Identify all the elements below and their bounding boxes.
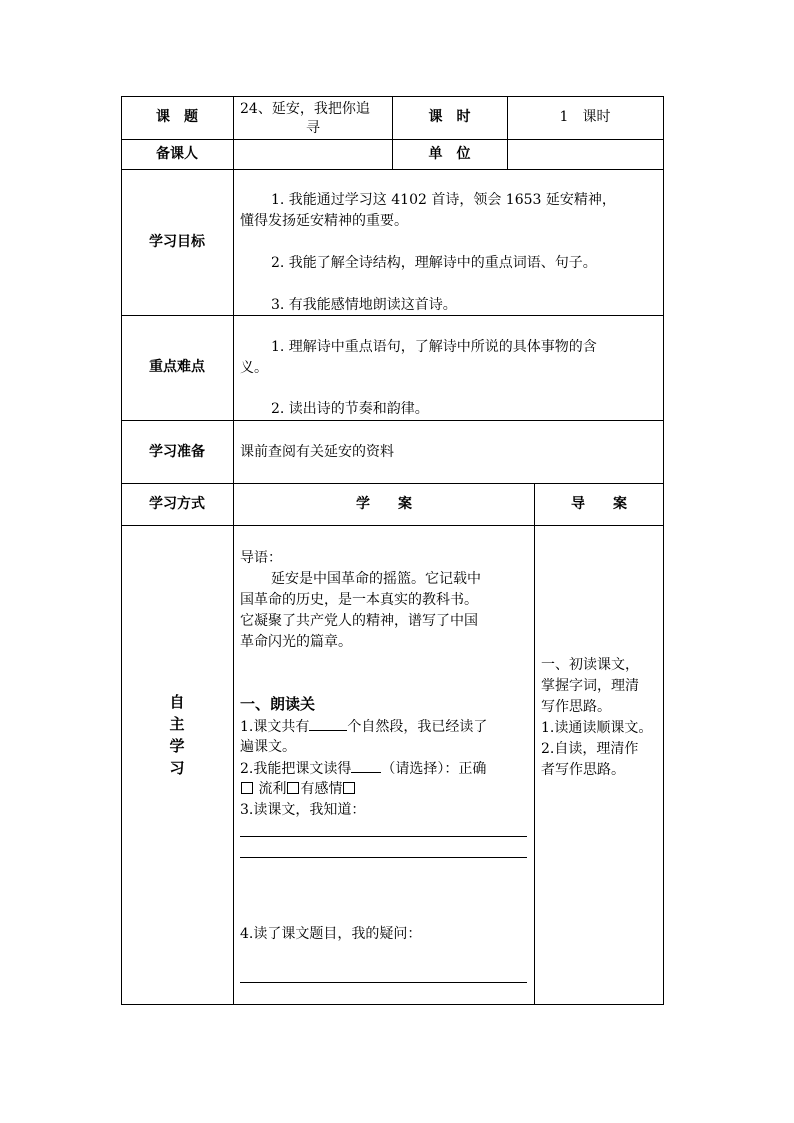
section-title: 一、朗读关 bbox=[240, 695, 316, 713]
answer-line[interactable] bbox=[240, 836, 527, 837]
prep-label: 学习准备 bbox=[149, 444, 205, 460]
intro-line: 革命闪光的篇章。 bbox=[240, 634, 352, 650]
row-divider bbox=[121, 315, 664, 316]
row-divider bbox=[121, 525, 664, 526]
question-4: 4.读了课文题目，我的疑问： bbox=[240, 926, 422, 942]
question-1 bbox=[240, 716, 487, 737]
question-2-text-b: （请选择）：正确 bbox=[381, 761, 487, 777]
question-1-text-a: 1.课文共有 bbox=[240, 719, 310, 735]
guide-column-header: 导 案 bbox=[571, 496, 627, 512]
question-1-cont: 遍课文。 bbox=[240, 739, 296, 755]
goal-item-1-line1: 1. 我能通过学习这 4102 首诗，领会 1653 延安精神， bbox=[271, 192, 616, 208]
prep-value: 课前查阅有关延安的资料 bbox=[240, 444, 394, 460]
intro-line: 国革命的历史，是一本真实的教科书。 bbox=[240, 592, 478, 608]
topic-value-line1: 24、延安，我把你追 bbox=[240, 101, 370, 117]
goal-item-3: 3. 有我能感情地朗读这首诗。 bbox=[271, 297, 457, 313]
method-label: 学习方式 bbox=[149, 496, 205, 512]
self-study-char: 主 bbox=[169, 715, 185, 733]
focus-item-2: 2. 读出诗的节奏和韵律。 bbox=[271, 401, 429, 417]
checkbox-fluent[interactable] bbox=[287, 782, 299, 794]
study-column-header: 学 案 bbox=[356, 496, 412, 512]
question-2 bbox=[240, 758, 486, 779]
guide-line: 一、初读课文， bbox=[541, 657, 639, 673]
topic-label: 课 题 bbox=[156, 109, 198, 125]
goal-item-2: 2. 我能了解全诗结构，理解诗中的重点词语、句子。 bbox=[271, 255, 597, 271]
topic-value-line2: 寻 bbox=[306, 120, 320, 136]
table-border-bottom bbox=[121, 1004, 664, 1005]
focus-label: 重点难点 bbox=[149, 359, 205, 375]
intro-line: 它凝聚了共产党人的精神，谱写了中国 bbox=[240, 613, 478, 629]
guide-line: 掌握字词，理清 bbox=[541, 678, 639, 694]
answer-line[interactable] bbox=[240, 982, 527, 983]
option-emotion-label: 有感情 bbox=[300, 781, 343, 797]
preparer-label: 备课人 bbox=[156, 146, 198, 162]
unit-label: 单 位 bbox=[428, 146, 471, 162]
guide-line: 2.自读，理清作 bbox=[541, 741, 639, 757]
column-divider bbox=[233, 96, 234, 1005]
guide-line: 者写作思路。 bbox=[541, 762, 625, 778]
intro-line: 延安是中国革命的摇篮。它记载中 bbox=[271, 571, 481, 587]
focus-item-1-line2: 义。 bbox=[240, 360, 268, 376]
checkbox-emotion[interactable] bbox=[343, 782, 355, 794]
goals-label: 学习目标 bbox=[149, 234, 205, 250]
self-study-char: 习 bbox=[169, 759, 185, 777]
option-fluent-label: 流利 bbox=[258, 781, 287, 797]
answer-line[interactable] bbox=[240, 857, 527, 858]
row-divider bbox=[121, 483, 664, 484]
self-study-char: 自 bbox=[169, 693, 185, 711]
guide-line: 1.读通读顺课文。 bbox=[541, 720, 653, 736]
intro-title: 导语： bbox=[240, 550, 282, 566]
question-2-options bbox=[240, 779, 356, 799]
row-divider bbox=[121, 420, 664, 421]
answer-blank-paragraphs[interactable] bbox=[309, 716, 347, 731]
focus-item-1-line1: 1. 理解诗中重点语句，了解诗中所说的具体事物的含 bbox=[271, 339, 597, 355]
question-3: 3.读课文，我知道： bbox=[240, 802, 366, 818]
question-1-text-b: 个自然段，我已经读了 bbox=[347, 719, 488, 735]
answer-blank-reading[interactable] bbox=[351, 758, 381, 773]
checkbox-correct[interactable] bbox=[241, 782, 253, 794]
goal-item-1-line2: 懂得发扬延安精神的重要。 bbox=[240, 213, 408, 229]
period-value: 1 课时 bbox=[559, 109, 611, 125]
period-label: 课 时 bbox=[428, 109, 471, 125]
question-2-text-a: 2.我能把课文读得 bbox=[240, 761, 352, 777]
table-border-right bbox=[663, 96, 664, 1005]
column-divider bbox=[534, 483, 535, 1005]
guide-line: 写作思路。 bbox=[541, 699, 611, 715]
self-study-char: 学 bbox=[169, 737, 185, 755]
